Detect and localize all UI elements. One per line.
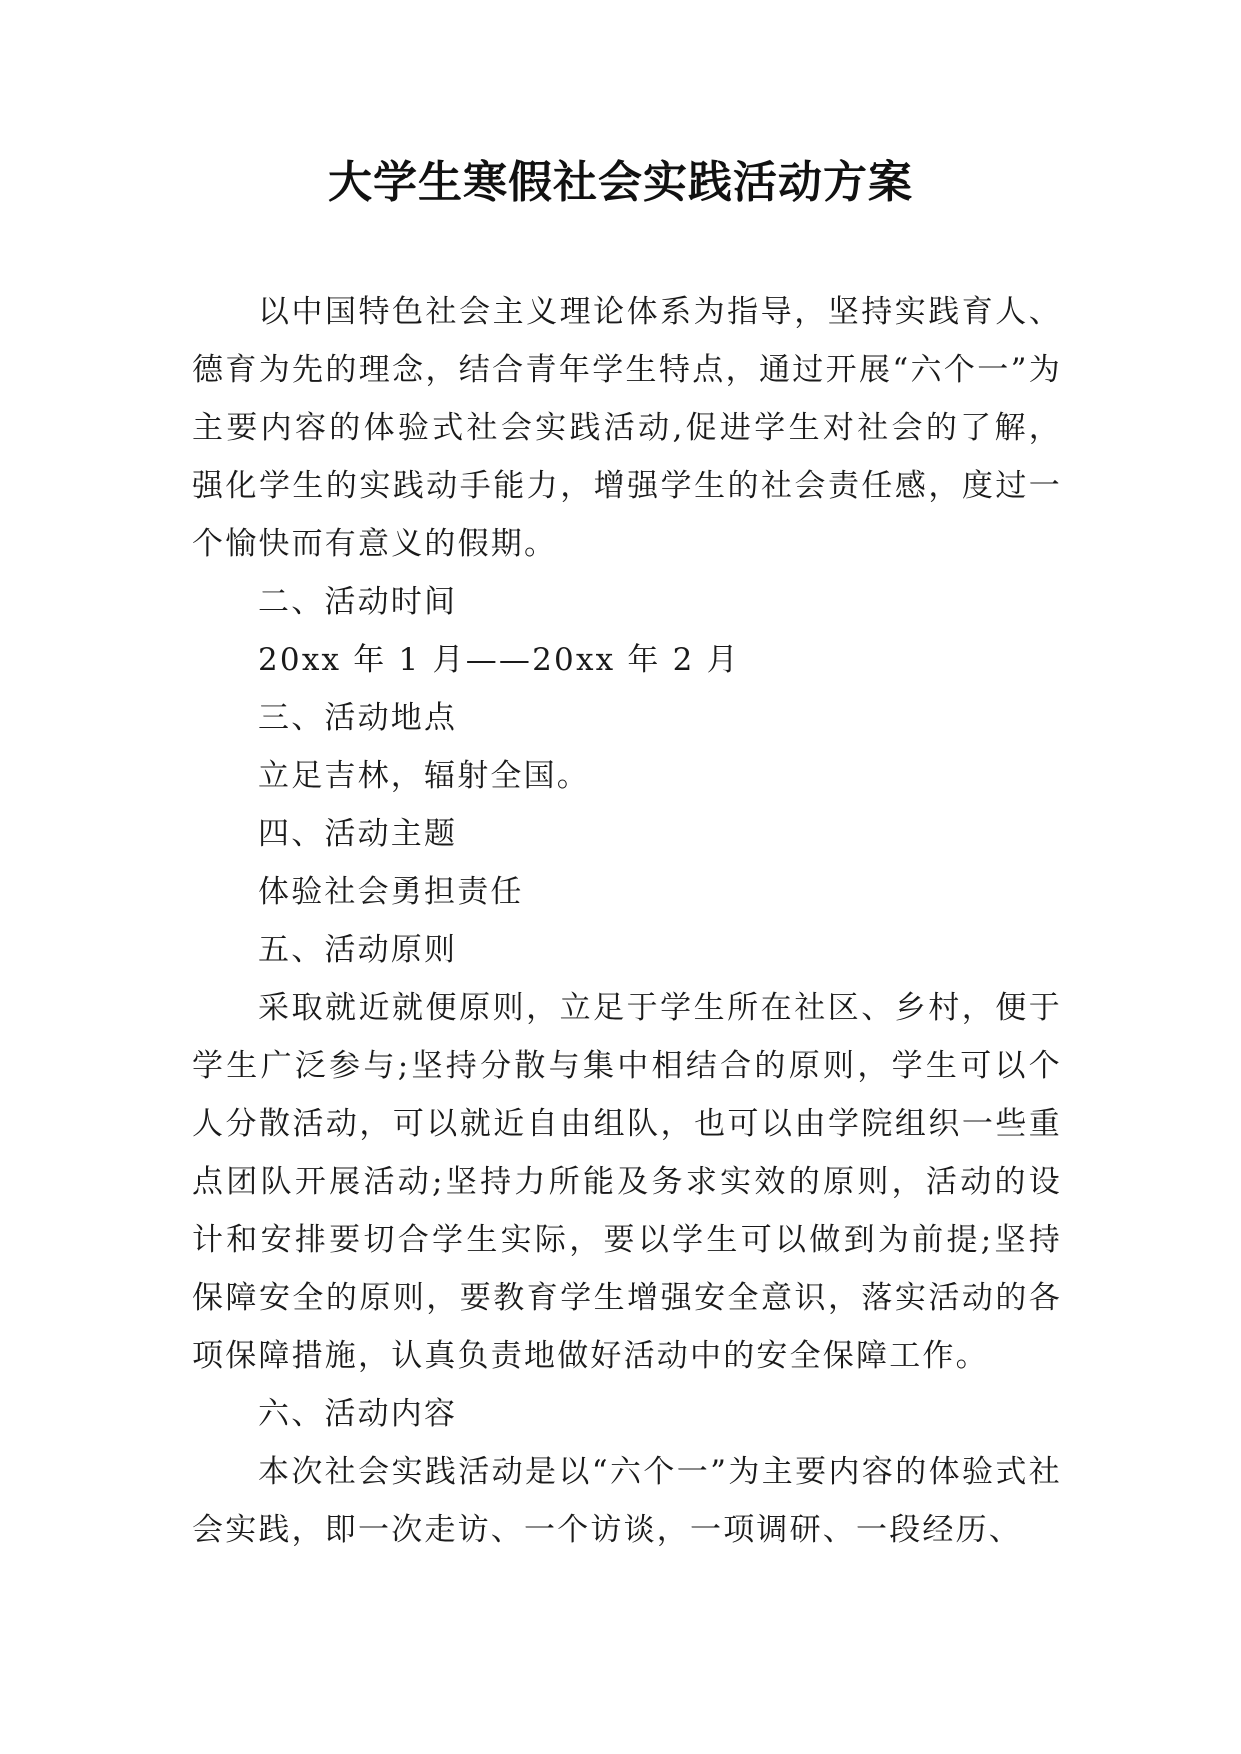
section-heading-theme: 四、活动主题 bbox=[258, 816, 458, 852]
activity-time-text: 20xx 年 1 月——20xx 年 2 月 bbox=[258, 642, 740, 678]
activity-location-text: 立足吉林，辐射全国。 bbox=[258, 758, 590, 794]
intro-paragraph: 以中国特色社会主义理论体系为指导，坚持实践育人、德育为先的理念，结合青年学生特点，通过开展“六个一”为主要内容的体验式社会实践活动,促进学生对社会的了解，强化学生的实践动手能力，增强学生的社会责任感，度过一个愉快而有意义的假期。 bbox=[192, 294, 1062, 562]
section-heading-principles: 五、活动原则 bbox=[258, 932, 458, 968]
section-heading-content: 六、活动内容 bbox=[258, 1396, 458, 1432]
section-heading-time: 二、活动时间 bbox=[258, 584, 458, 620]
document-title: 大学生寒假社会实践活动方案 bbox=[328, 157, 913, 208]
activity-principles-text: 采取就近就便原则，立足于学生所在社区、乡村，便于学生广泛参与;坚持分散与集中相结合的原则，学生可以个人分散活动，可以就近自由组队，也可以由学院组织一些重点团队开展活动;坚持力所能及务求实效的原则，活动的设计和安排要切合学生实际，要以学生可以做到为前提;坚持保障安全的原则，要教育学生增强安全意识，落实活动的各项保障措施，认真负责地做好活动中的安全保障工作。 bbox=[192, 990, 1062, 1374]
activity-theme-text: 体验社会勇担责任 bbox=[258, 874, 524, 910]
document-body bbox=[192, 283, 1062, 1559]
section-heading-location: 三、活动地点 bbox=[258, 700, 458, 736]
activity-content-text: 本次社会实践活动是以“六个一”为主要内容的体验式社会实践，即一次走访、一个访谈，一项调研、一段经历、 bbox=[192, 1454, 1062, 1548]
